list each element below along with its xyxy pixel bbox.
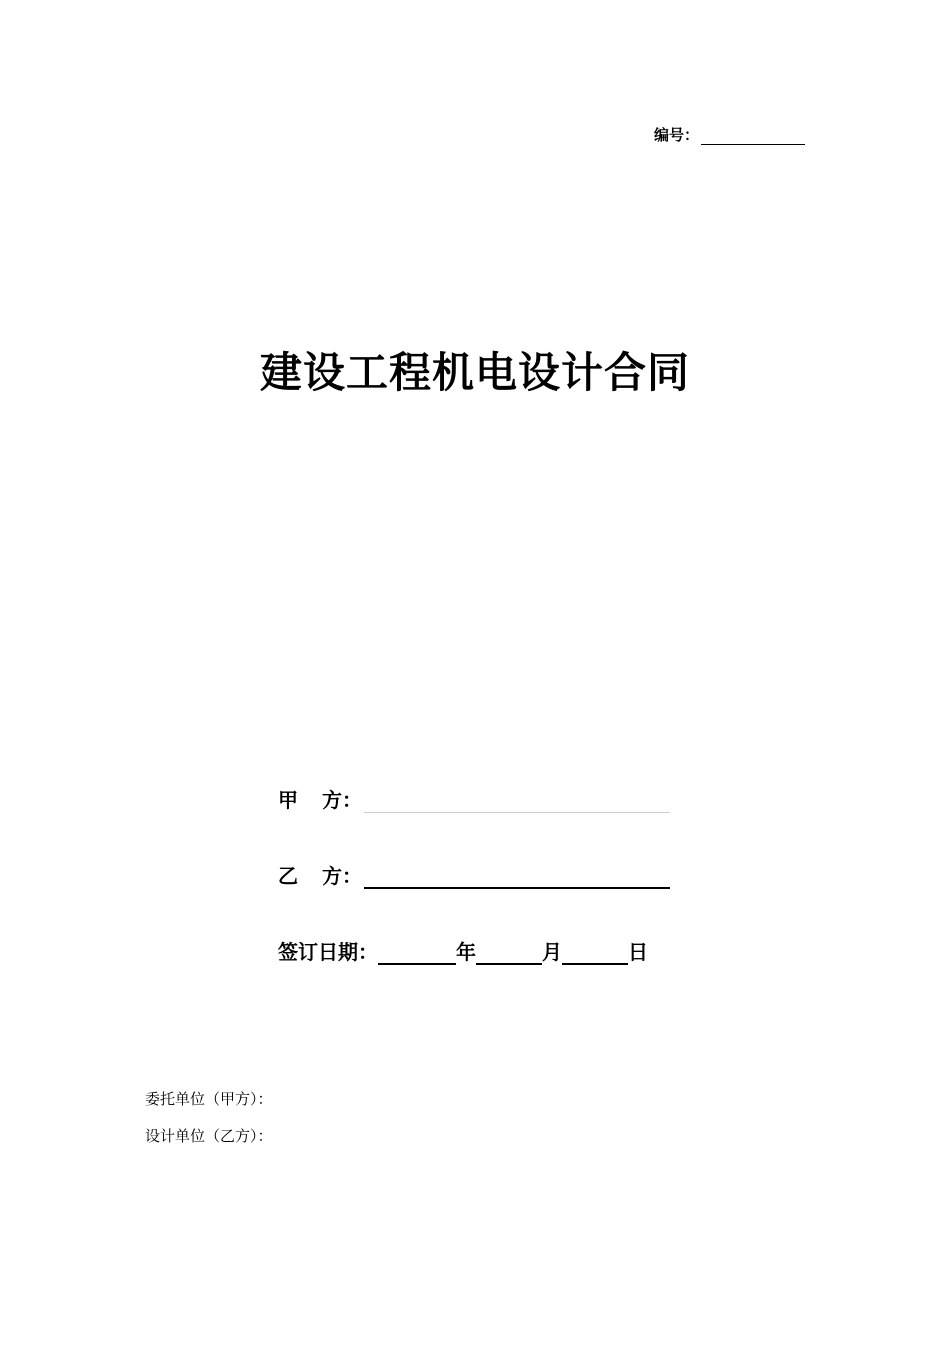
month-label: 月: [542, 940, 562, 964]
serial-number-field: [654, 124, 805, 145]
designer-unit-label: 设计单位（乙方）：: [145, 1127, 273, 1145]
party-b-field: [278, 860, 670, 889]
serial-number-blank[interactable]: [701, 127, 805, 145]
party-a-field: [278, 784, 670, 813]
year-blank[interactable]: [378, 941, 456, 965]
day-label: 日: [628, 940, 648, 964]
year-label: 年: [456, 940, 476, 964]
day-blank[interactable]: [562, 941, 628, 965]
client-unit-label: 委托单位（甲方）：: [145, 1090, 273, 1108]
party-b-label-char: 乙: [278, 864, 298, 888]
party-a-blank[interactable]: [364, 788, 670, 813]
party-a-label-char: 甲: [278, 788, 298, 812]
signing-date-label: 签订日期：: [278, 940, 378, 964]
document-title: 建设工程机电设计合同: [259, 348, 690, 397]
signing-date-field: [278, 936, 648, 965]
month-blank[interactable]: [476, 941, 542, 965]
party-b-blank[interactable]: [364, 863, 670, 889]
party-b-label: 方：: [322, 864, 362, 888]
party-a-label: 方：: [322, 788, 362, 812]
serial-number-label: 编号：: [654, 126, 700, 144]
